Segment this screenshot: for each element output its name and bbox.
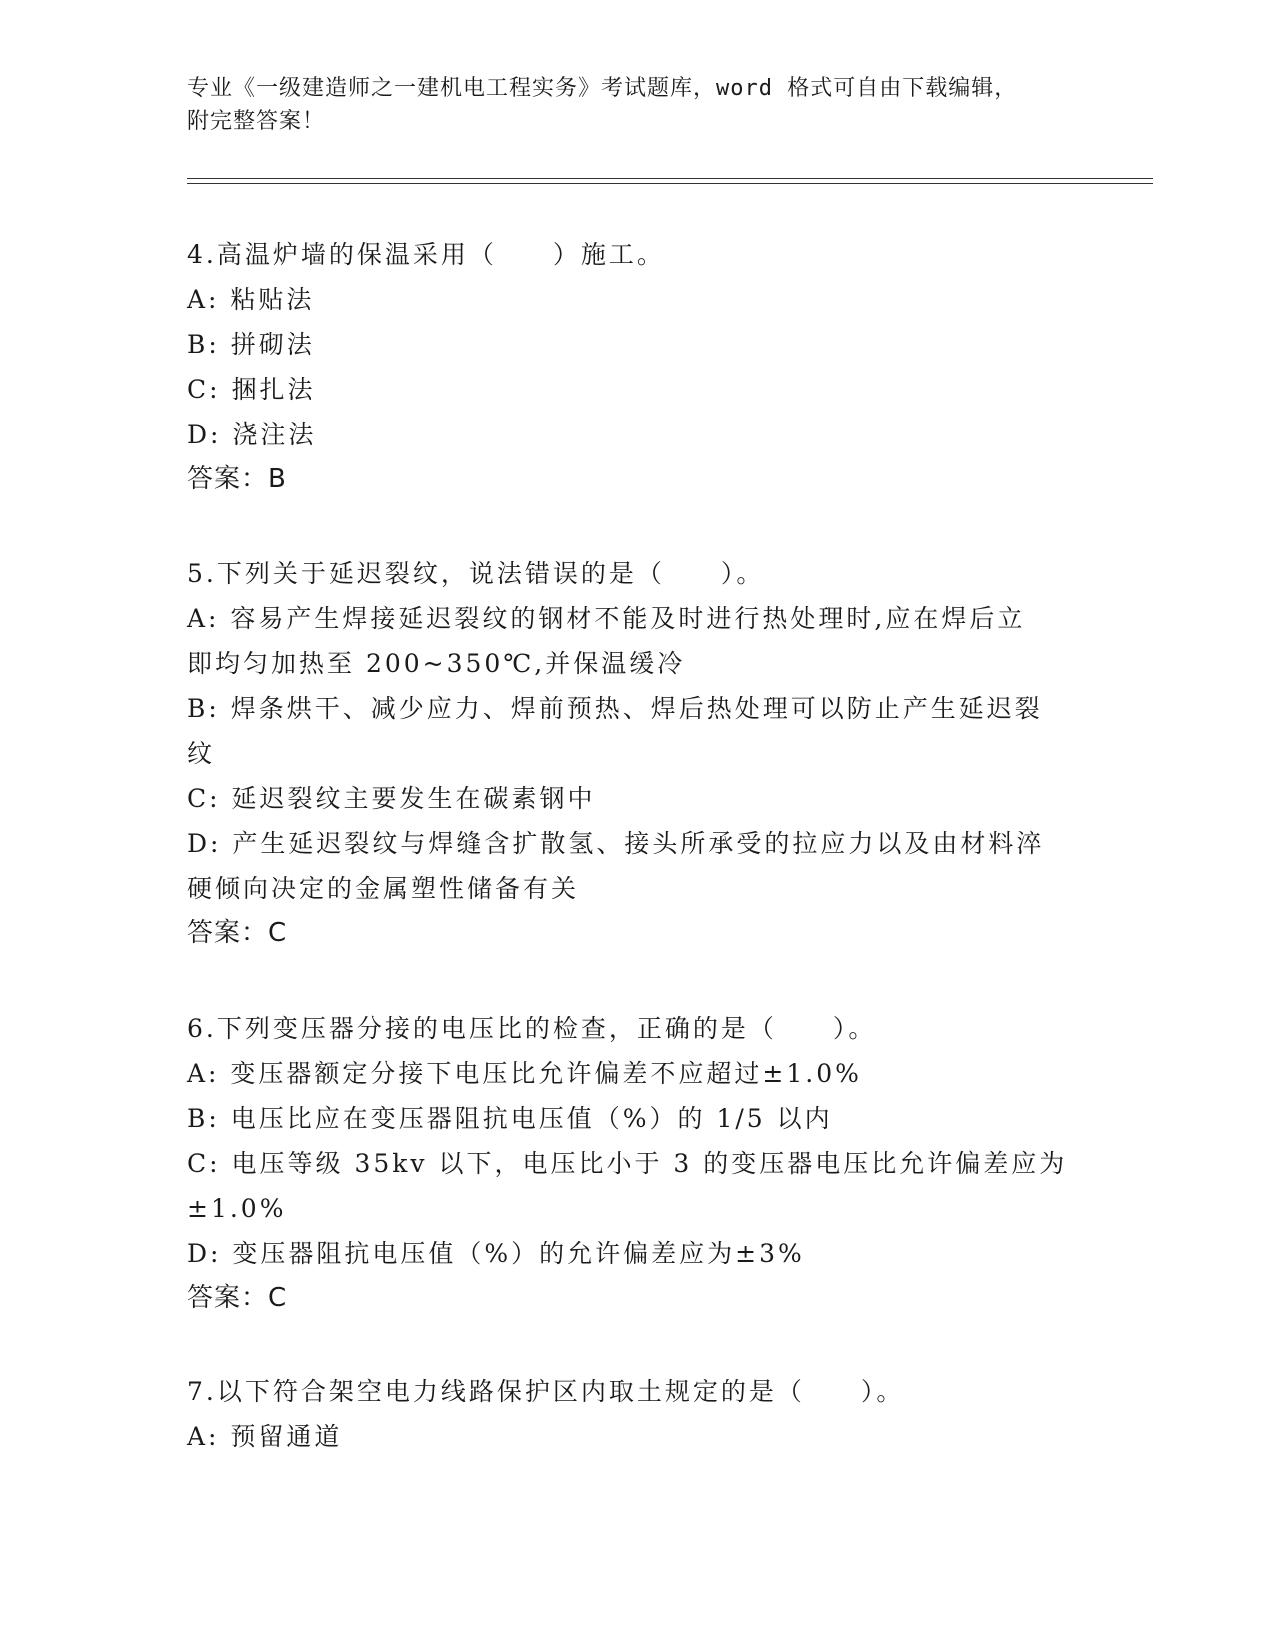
option-a: A: 粘贴法	[187, 285, 315, 314]
header-divider-bottom	[187, 183, 1153, 184]
option-b: B: 电压比应在变压器阻抗电压值（%）的 1/5 以内	[187, 1104, 833, 1133]
option-a: A: 变压器额定分接下电压比允许偏差不应超过±1.0%	[187, 1059, 862, 1088]
option-c: C: 延迟裂纹主要发生在碳素钢中	[187, 784, 596, 813]
option-d: D: 变压器阻抗电压值（%）的允许偏差应为±3%	[187, 1239, 805, 1268]
option-c: C: 捆扎法	[187, 375, 316, 404]
answer-label: 答案：C	[187, 918, 288, 948]
option-a-continued: 即均匀加热至 200~350℃,并保温缓冷	[187, 649, 686, 678]
header-divider-top	[187, 178, 1153, 179]
question-stem: 5.下列关于延迟裂纹，说法错误的是（ ）。	[187, 559, 765, 588]
option-a: A: 容易产生焊接延迟裂纹的钢材不能及时进行热处理时,应在焊后立	[187, 604, 1026, 633]
question-stem: 7.以下符合架空电力线路保护区内取土规定的是（ ）。	[187, 1377, 905, 1406]
question-5	[187, 551, 1087, 956]
answer-label: 答案：B	[187, 464, 287, 494]
header-line-1: 专业《一级建造师之一建机电工程实务》考试题库，word 格式可自由下载编辑，	[187, 76, 1018, 101]
question-stem: 4.高温炉墙的保温采用（ ）施工。	[187, 240, 665, 269]
option-b: B: 拼砌法	[187, 330, 315, 359]
option-c: C: 电压等级 35kv 以下，电压比小于 3 的变压器电压比允许偏差应为	[187, 1149, 1068, 1178]
option-b: B: 焊条烘干、减少应力、焊前预热、焊后热处理可以防止产生延迟裂	[187, 694, 1043, 723]
document-header	[187, 72, 1067, 138]
option-d-continued: 硬倾向决定的金属塑性储备有关	[187, 874, 580, 903]
option-a: A: 预留通道	[187, 1422, 343, 1451]
question-7	[187, 1369, 1087, 1459]
option-d: D: 产生延迟裂纹与焊缝含扩散氢、接头所承受的拉应力以及由材料淬	[187, 829, 1045, 858]
header-line-2: 附完整答案！	[187, 109, 326, 134]
option-d: D: 浇注法	[187, 420, 317, 449]
option-b-continued: 纹	[187, 739, 216, 768]
question-stem: 6.下列变压器分接的电压比的检查，正确的是（ ）。	[187, 1014, 877, 1043]
option-c-continued: ±1.0%	[187, 1194, 287, 1223]
answer-label: 答案：C	[187, 1283, 288, 1313]
question-6	[187, 1006, 1087, 1321]
question-4	[187, 232, 1087, 502]
